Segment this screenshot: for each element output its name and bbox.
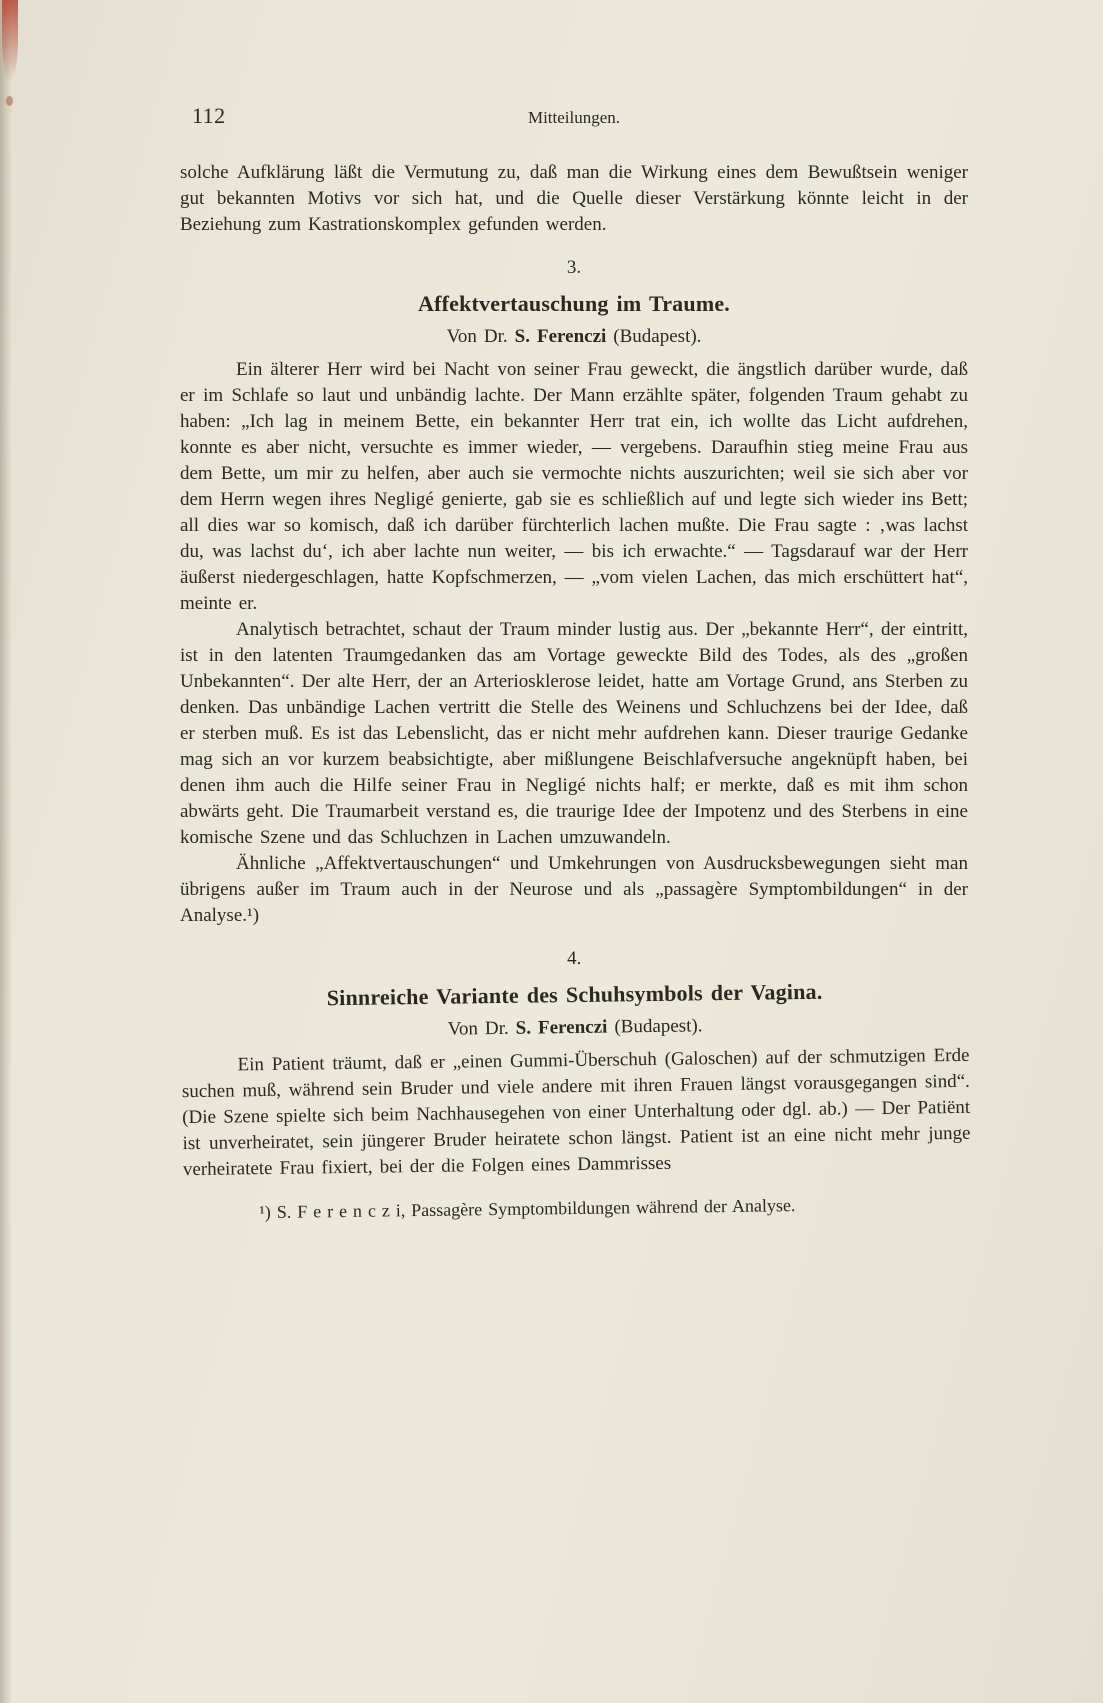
- article-4-number: 4.: [566, 947, 582, 970]
- byline-author: S. Ferenczi: [515, 1016, 608, 1039]
- byline-prefix: Von Dr.: [447, 1017, 516, 1040]
- article-3-number: 3.: [566, 257, 582, 278]
- article-4-byline: [181, 1010, 969, 1046]
- article-3-title: Affektvertauschung im Traume.: [417, 291, 731, 316]
- paragraph: Ein Patient träumt, daß er „einen Gummi-Überschuh (Galoschen) auf der schmutzigen Erde suchen muß, während sein Bruder und viele andere mit ihren Frauen längst vorausgegangen sind“. (Die Szene spielte sich beim Nachhausegehen von einer Unterhaltung oder dgl. ab.) — Der Patiënt ist unverheiratet, sein jüngerer Bruder heiratete schon längst. Patient ist an eine nicht mehr junge verheiratete Frau fixiert, bei der die Folgen eines Dammrisses: [181, 1044, 971, 1181]
- article-3: [180, 255, 968, 929]
- continuation-paragraph: solche Aufklärung läßt die Vermutung zu, daß man die Wirkung eines dem Bewußtsein weniger gut bekannten Motivs vor sich hat, und die Quelle dieser Verstärkung könnte leicht in der Beziehung zum Kastrationskomplex gefunden werden.: [180, 162, 968, 235]
- article-3-byline: [180, 324, 968, 350]
- byline-prefix: Von Dr.: [446, 326, 515, 347]
- scan-smudge: [2, 0, 18, 80]
- text-block: [180, 160, 971, 1223]
- page-number: 112: [192, 103, 226, 128]
- article-4-title: Sinnreiche Variante des Schuhsymbols der Vagina.: [326, 978, 823, 1011]
- byline-author: S. Ferenczi: [514, 326, 607, 347]
- article-4: [180, 941, 972, 1226]
- scan-smudge-dot: [6, 96, 13, 106]
- byline-suffix: (Budapest).: [606, 326, 702, 347]
- paragraph: Ähnliche „Affektvertauschungen“ und Umkehrungen von Ausdrucksbewegungen sieht man übrigens außer im Traum auch in der Neurose und als „passagère Symptombildungen“ in der Analyse.¹): [180, 853, 968, 926]
- byline-suffix: (Budapest).: [607, 1015, 703, 1038]
- paragraph: Ein älterer Herr wird bei Nacht von seiner Frau geweckt, die ängstlich darüber wurde, daß er im Schlafe so laut und unbändig lachte. Der Mann erzählte später, folgenden Traum gehabt zu haben: „Ich lag in meinem Bette, ein bekannter Herr trat ein, ich wollte das Licht aufdrehen, konnte es aber nicht, versuchte es immer wieder, — vergebens. Daraufhin stieg meine Frau aus dem Bette, um mir zu helfen, aber auch sie vermochte nichts auszurichten; weil sie sich aber vor dem Herrn wegen ihres Negligé genierte, gab sie es schließlich auf und legte sich wieder ins Bett; all dies war so komisch, daß ich darüber fürchterlich lachen mußte. Die Frau sagte : ‚was lachst du, was lachst du‘, ich aber lachte nun weiter, — bis ich erwachte.“ — Tagsdarauf war der Herr äußerst niedergeschlagen, hatte Kopfschmerzen, — „vom vielen Lachen, das mich erschüttert hat“, meinte er.: [180, 359, 968, 614]
- paragraph: Analytisch betrachtet, schaut der Traum minder lustig aus. Der „bekannte Herr“, der eintritt, ist in den latenten Traumgedanken das am Vortage geweckte Bild des Todes, als des „großen Unbekannten“. Der alte Herr, der an Arteriosklerose leidet, hatte am Vortage Grund, ans Sterben zu denken. Das unbändige Lachen vertritt die Stelle des Weinens und Schluchzens bei der Idee, daß er sterben muß. Es ist das Lebenslicht, das er nicht mehr aufdrehen kann. Dieser traurige Gedanke mag sich an vor kurzem beabsichtigte, aber mißlungene Beischlafversuche angeknüpft haben, bei denen ihm auch die Hilfe seiner Frau in Negligé nichts half; er merkte, daß es mit ihm schon abwärts geht. Die Traumarbeit verstand es, die traurige Idee der Impotenz und des Sterbens in eine komische Szene und das Schluchzen in Lachen umzuwandeln.: [180, 619, 968, 848]
- running-header: Mitteilungen.: [527, 108, 621, 127]
- page-edge-shadow: [0, 0, 12, 1703]
- footnote: ¹) S. F e r e n c z i, Passagère Symptombildungen während der Analyse.: [259, 1195, 796, 1223]
